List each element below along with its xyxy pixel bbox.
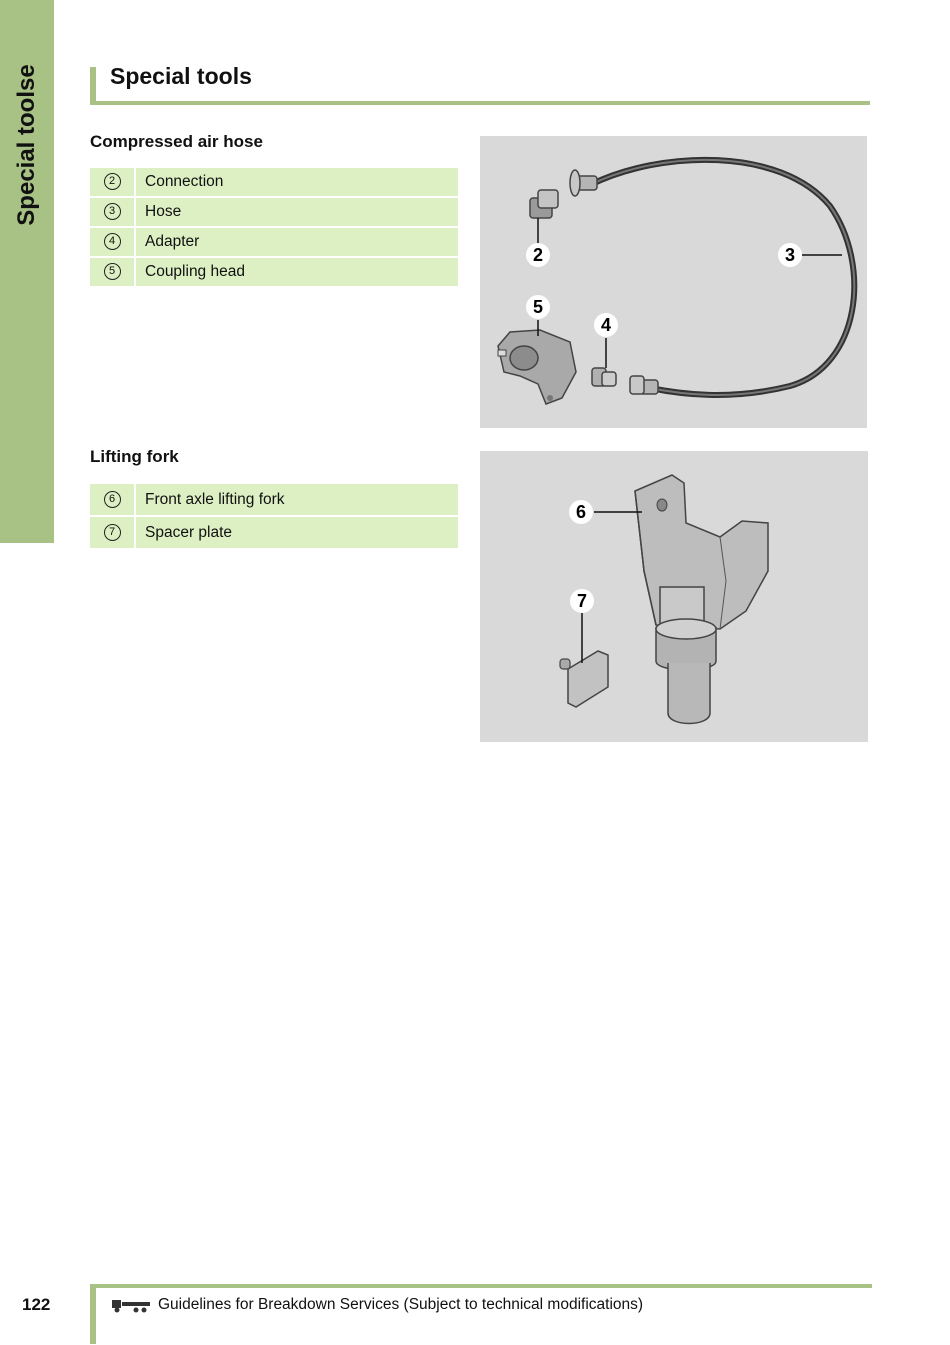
- item-number: 3: [104, 203, 121, 220]
- table-row: [90, 484, 458, 516]
- coupling-head-part: [498, 330, 576, 404]
- title-bar: [90, 63, 870, 105]
- hose-end-top: [570, 170, 597, 196]
- truck-icon: [112, 1297, 152, 1318]
- svg-text:3: 3: [784, 245, 796, 265]
- item-label: Front axle lifting fork: [135, 484, 458, 516]
- section-heading-air-hose: Compressed air hose: [90, 132, 263, 151]
- item-number: 4: [104, 233, 121, 250]
- item-number: 7: [104, 524, 121, 541]
- connection-part: [530, 190, 558, 218]
- item-label: Coupling head: [135, 257, 458, 287]
- footer-bar: [90, 1284, 872, 1344]
- callout-7: [570, 589, 594, 613]
- table-row: [90, 197, 458, 227]
- table-row: [90, 516, 458, 549]
- section-heading-lifting-fork: Lifting fork: [90, 447, 179, 466]
- side-tab: [0, 0, 54, 543]
- spacer-plate-part: [560, 651, 608, 707]
- table-row: [90, 257, 458, 287]
- item-label: Spacer plate: [135, 516, 458, 549]
- callout-2: [526, 243, 550, 267]
- lifting-fork-part: [635, 475, 768, 724]
- item-number: 5: [104, 263, 121, 280]
- svg-text:5: 5: [532, 297, 544, 317]
- table-row: [90, 168, 458, 197]
- svg-text:4: 4: [600, 315, 612, 335]
- hose-end-bottom: [630, 376, 658, 394]
- adapter-part: [592, 368, 616, 386]
- legend-table-lifting-fork: [90, 484, 458, 550]
- item-label: Connection: [135, 168, 458, 197]
- table-row: [90, 227, 458, 257]
- page-number: 122: [22, 1295, 51, 1314]
- item-number: 6: [104, 491, 121, 508]
- page-title: Special tools: [110, 63, 252, 89]
- item-label: Adapter: [135, 227, 458, 257]
- callout-3: [778, 243, 802, 267]
- callout-6: [569, 500, 593, 524]
- side-tab-label: Special toolse: [13, 64, 40, 226]
- svg-text:6: 6: [575, 502, 587, 522]
- item-number: 2: [104, 173, 121, 190]
- air-hose-illustration: [480, 136, 867, 428]
- callout-5: [526, 295, 550, 319]
- item-label: Hose: [135, 197, 458, 227]
- legend-table-air-hose: [90, 168, 458, 288]
- footer-text: Guidelines for Breakdown Services (Subject to technical modifications): [158, 1296, 644, 1313]
- lifting-fork-illustration: [480, 451, 868, 742]
- callout-4: [594, 313, 618, 337]
- svg-text:7: 7: [576, 591, 588, 611]
- svg-text:2: 2: [532, 245, 544, 265]
